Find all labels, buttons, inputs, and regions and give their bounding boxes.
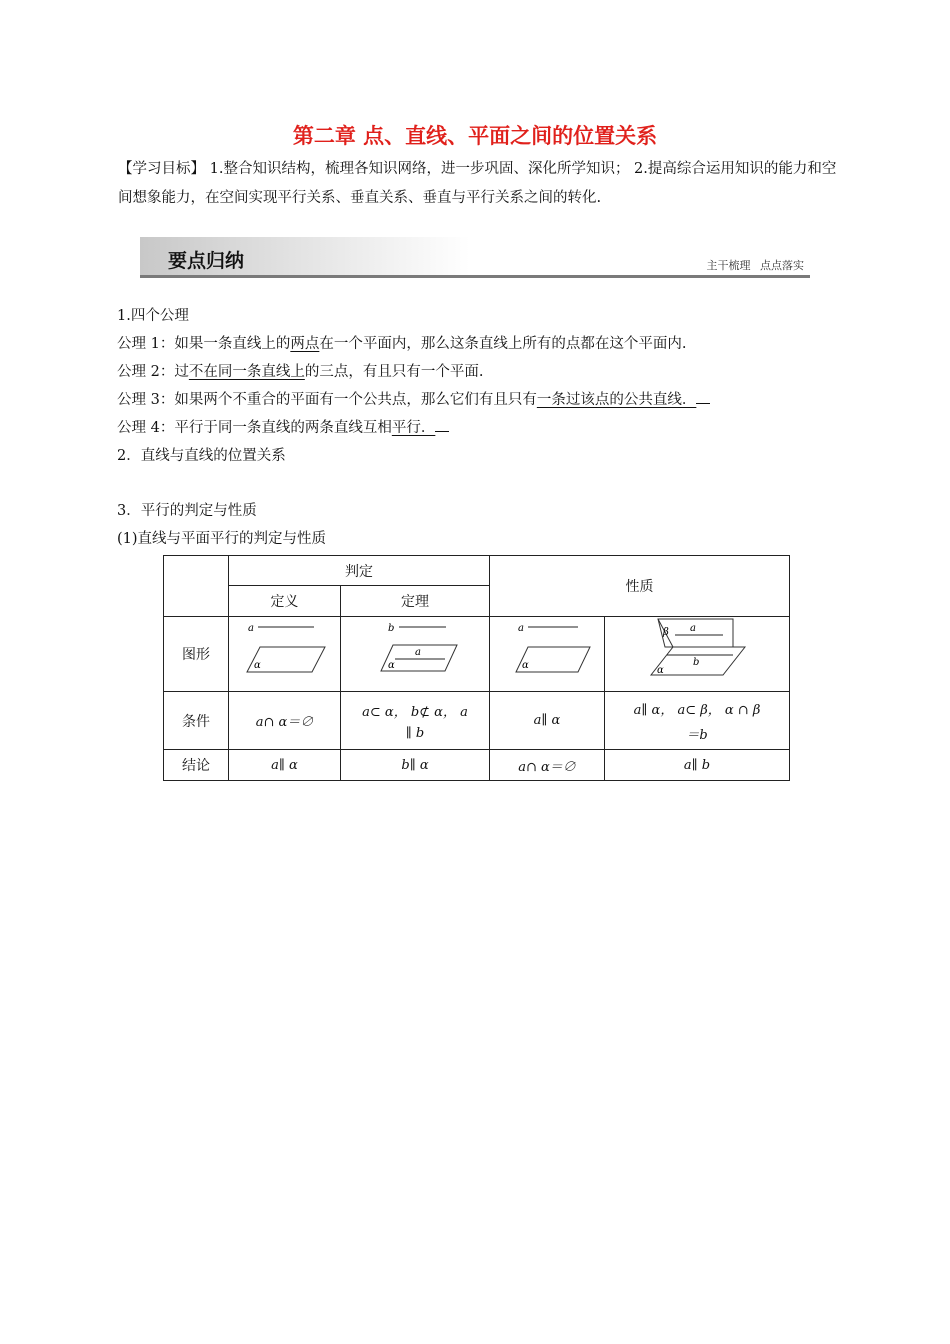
banner-rule (140, 275, 810, 278)
figure-two-planes (605, 617, 789, 687)
axiom-2-pre: 公理 2：过 (117, 364, 189, 380)
row-label-figure: 图形 (164, 617, 229, 692)
label-a-3: a (518, 623, 524, 634)
goals-tag: 【学习目标】 (118, 161, 205, 177)
condition-property-2-line1: a∥ α， a⊂ β， α ∩ β (633, 702, 761, 718)
header-theorem: 定理 (341, 586, 490, 617)
figure-line-parallel-in-plane (341, 617, 489, 687)
label-a: a (247, 623, 254, 634)
condition-property-2-line2: ＝b (686, 727, 708, 743)
condition-theorem-line1: a⊂ α， b⊄ α， a (362, 704, 468, 720)
section-3-heading: 3．平行的判定与性质 (117, 503, 257, 519)
label-beta: β (663, 627, 669, 638)
label-alpha-4: α (657, 665, 664, 676)
corner-cell (164, 556, 229, 617)
row-label-condition: 条件 (164, 692, 229, 750)
figure-line-disjoint-plane (230, 617, 340, 687)
label-b: b (388, 623, 395, 634)
figure-theorem (341, 617, 490, 692)
figure-property-2 (605, 617, 790, 692)
label-alpha-2: α (388, 660, 395, 671)
page-title: 第二章 点、直线、平面之间的位置关系 (292, 124, 658, 148)
axiom-1-pre: 公理 1：如果一条直线上的 (117, 336, 291, 352)
label-alpha-3: α (522, 660, 529, 671)
parallel-table (163, 555, 790, 781)
banner-subtitle: 主干梳理 点点落实 (706, 259, 804, 272)
condition-definition: a∩ α＝∅ (229, 692, 341, 750)
section-banner (140, 237, 810, 279)
goals-text: 1.整合知识结构，梳理各知识网络，进一步巩固、深化所学知识； 2.提高综合运用知识的能力和空间想象能力，在空间实现平行关系、垂直关系、垂直与平行关系之间的转化. (118, 161, 837, 206)
figure-property-1 (490, 617, 605, 692)
axiom-2-blank: 不在同一条直线上 (188, 364, 305, 380)
label-a-inner: a (415, 647, 421, 658)
conclusion-theorem: b∥ α (341, 750, 490, 781)
label-alpha: α (253, 660, 261, 671)
condition-theorem-line2: ∥ b (405, 725, 425, 741)
label-a-4: a (690, 623, 696, 634)
axiom-2 (117, 360, 483, 381)
section-2-heading: 2．直线与直线的位置关系 (117, 448, 286, 464)
section-1-heading: 1.四个公理 (117, 308, 189, 324)
axiom-1-blank: 两点 (290, 336, 320, 352)
axiom-4-pre: 公理 4：平行于同一条直线的两条直线互相 (117, 420, 392, 436)
section-3-1-heading: (1)直线与平面平行的判定与性质 (117, 531, 327, 547)
figure-line-parallel-plane (490, 617, 604, 687)
conclusion-property-1: a∩ α＝∅ (490, 750, 605, 781)
axiom-3-underline-tail (696, 389, 710, 404)
condition-theorem (341, 692, 490, 750)
figure-definition (229, 617, 341, 692)
axiom-4-blank: 平行． (391, 420, 436, 436)
axiom-1-post: 在一个平面内，那么这条直线上所有的点都在这个平面内. (319, 336, 687, 352)
axiom-4 (117, 416, 449, 437)
header-property: 性质 (490, 556, 790, 617)
axiom-4-underline-tail (435, 417, 449, 432)
conclusion-definition: a∥ α (229, 750, 341, 781)
axiom-3 (117, 388, 710, 409)
row-label-conclusion: 结论 (164, 750, 229, 781)
axiom-3-blank: 一条过该点的公共直线． (536, 392, 697, 408)
learning-goals (118, 155, 840, 213)
condition-property-1: a∥ α (490, 692, 605, 750)
header-judge: 判定 (229, 556, 490, 586)
axiom-3-pre: 公理 3：如果两个不重合的平面有一个公共点，那么它们有且只有 (117, 392, 537, 408)
condition-property-2 (605, 692, 790, 750)
axiom-2-post: 的三点，有且只有一个平面. (304, 364, 484, 380)
label-b-4: b (693, 657, 700, 668)
banner-heading: 要点归纳 (168, 250, 245, 272)
conclusion-property-2: a∥ b (605, 750, 790, 781)
header-definition: 定义 (229, 586, 341, 617)
axiom-1 (117, 332, 686, 353)
